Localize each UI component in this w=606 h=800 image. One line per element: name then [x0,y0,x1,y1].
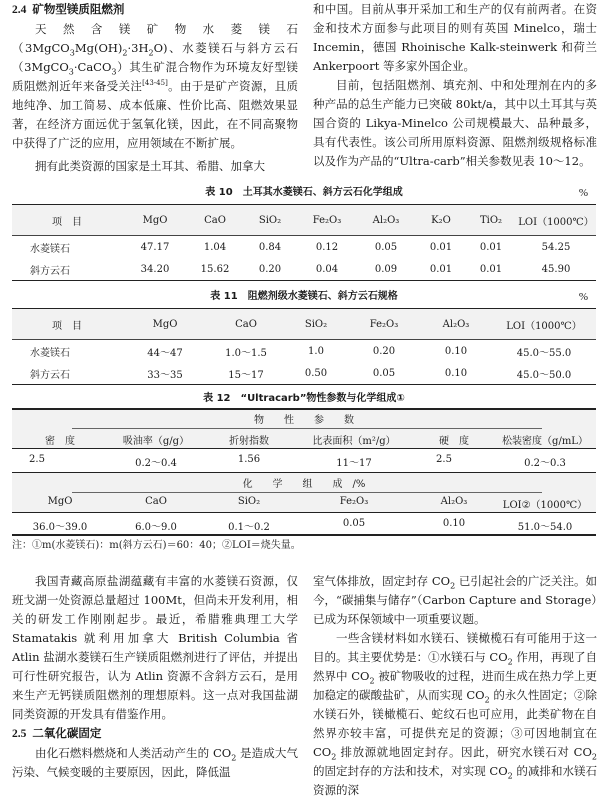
table-cell: 0.05 [342,518,366,529]
column-header: Al₂O₃ [420,309,492,340]
column-header: Fe₂O₃ [339,496,369,507]
table-cell: 0.2～0.4 [135,458,177,469]
paragraph: 和中国。目前从事开采加工和生产的仅有前两者。在资金和技术方面参与此项目的则有英国 Minelco，瑞士 Incemin，德国 Rhoinische Kalk-steinwerk 和荷兰 Ankerpoort 等多家外国企业。 [313,2,597,73]
column-header: LOI（1000℃） [516,205,596,236]
table-10 [12,204,596,281]
paragraph: 天然含镁矿物水菱镁石$(3MgCO_3Mg(OH)_2\cdot 3H_2O)$、水菱镁石与斜方云石（3MgCO$_3$·CaCO$_3$）其生矿混合物作为环境友好型镁质阻燃剂近年来备受关注[43-45]。由于是矿产资源，且质地纯净、加工简易、成本低廉、性价比高、阻燃效果显著，在经济方面远优于氢氧化镁，因此，在不同高聚物中获得了广泛的应用，应用领域在不断扩展。 [12,22,298,150]
right-column-top [313,0,597,171]
table-row: 斜方云石 33～35 15～17 0.50 0.05 0.10 45.0～50.0 [12,362,596,385]
column-header: 硬 度 [439,436,469,447]
table-cell: 2.5 [436,454,452,465]
table-10-caption: 表 10 土耳其水菱镁石、斜方云石化学组成 % [205,187,588,199]
paragraph: 拥有此类资源的国家是土耳其、希腊、加拿大 [35,159,265,173]
table-cell: 1.56 [237,454,261,465]
table-unit: % [578,187,588,199]
column-header: 项 目 [12,205,122,236]
column-header: Fe₂O₃ [298,205,356,236]
table-12 [12,408,596,532]
table-header-row [12,309,596,340]
column-header: 松装密度（g/mL） [502,436,588,447]
table-unit: % [578,291,588,303]
column-header: Al₂O₃ [356,205,416,236]
table-11 [12,308,596,385]
table-note: 注：①m(水菱镁石)：m(斜方云石)＝60：40；②LOI＝烧失量。 [12,540,301,551]
column-header: LOI②（1000℃） [502,500,588,511]
column-header: CaO [208,309,284,340]
column-header: 项 目 [12,309,122,340]
table-row: 水菱镁石 44～47 1.0～1.5 1.0 0.20 0.10 45.0～55.0 [30,345,572,359]
column-header: MgO [122,309,208,340]
group-header: 化 学 组 成 /% [242,479,366,490]
column-header: MgO [122,205,188,236]
citation: [43-45] [142,79,168,88]
column-header: SiO₂ [242,205,298,236]
table-cell: 36.0～39.0 [32,522,88,533]
group-header: 物 性 参 数 [254,415,354,426]
table-cell: 2.5 [29,454,45,465]
paragraph: 我国青藏高原盐湖蕴藏有丰富的水菱镁石资源，仅班戈湖一处资源总量超过 100Mt，但尚未开发利用，相关的研发工作刚刚起步。最近，希腊雅典理工大学 Stamatakis 就利用加拿大 British Columbia 省 Atlin 盐湖水菱镁石生产镁质阻燃剂进行了评估，并提出可行性研究报告，认为 Atlin 资源不含斜方云石，是用来生产无钙镁质阻燃剂的理想原料。这一点对我国盐湖同类资源的开发具有借鉴作用。 [12,574,298,721]
column-header: SiO₂ [284,309,348,340]
table-12-caption: 表 12 “Ultracarb”物性参数与化学组成① [203,393,405,404]
column-header: SiO₂ [237,496,261,507]
column-header: LOI（1000℃） [492,309,596,340]
section-heading-2-4: 2.4 矿物型镁质阻燃剂 [12,2,125,16]
table-cell: 11～17 [336,458,372,469]
column-header: CaO [188,205,242,236]
paragraph: 一些含镁材料如水镁石、镁橄榄石有可能用于这一目的。其主要优势是：①水镁石与 $CO_2$ 作用，再现了自然界中 $CO_2$ 被矿物吸收的过程，进而生成在热力学上更加稳定的碳酸盐矿，从而实现 $CO_2$ 的永久性固定；②除水镁石外，镁橄榄石、蛇纹石也可应用，此类矿物在自然界亦较丰富，可提供充足的资源；③可因地制宜在 $CO_2$ 排放源就地固定封存。因此，研究水镁石对 $CO_2$ 的固定封存的方法和技术，对实现 $CO_2$ 的减排和水镁石资源的深 [313,631,597,797]
column-header: 折射指数 [229,436,269,447]
table-cell: 0.10 [442,518,466,529]
column-header: 吸油率（g/g） [122,436,190,447]
section-heading-2-5: 2.5 二氧化碳固定 [12,726,102,740]
paragraph: 由化石燃料燃烧和人类活动产生的 $CO_2$ 是造成大气污染、气候变暖的主要原因，因此，降低温 [12,746,298,779]
table-11-caption: 表 11 阻燃剂级水菱镁石、斜方云石规格 % [210,291,588,303]
column-header: Al₂O₃ [440,496,468,507]
table-cell: 51.0～54.0 [517,522,573,533]
right-column-bottom [313,572,597,800]
table-row: 水菱镁石 47.17 1.04 0.84 0.12 0.05 0.01 0.01 54.25 [30,241,571,255]
column-header: 密 度 [45,436,75,447]
left-column-top [12,0,298,176]
paragraph: 室气体排放，固定封存 $CO_2$ 已引起社会的广泛关注。如今，“碳捕集与储存”（Carbon Capture and Storage）已成为环保领域中一项重要议题。 [313,574,597,626]
table-cell: 6.0～9.0 [135,522,177,533]
column-header: 比表面积（m²/g） [312,436,396,447]
paragraph: 目前，包括阻燃剂、填充剂、中和处理剂在内的多种产品的总生产能力已突破 80kt/a，其中以土耳其与英国合资的 Likya-Minelco 公司规模最大、品种最多，具有代表性。该公司所用原料资源、阻燃剂级规格标准以及作为产品的“Ultra-carb”相关参数见表 10～12。 [313,78,597,168]
left-column-bottom [12,572,298,782]
column-header: CaO [145,496,167,507]
table-cell: 0.2～0.3 [524,458,566,469]
table-header-row [12,205,596,236]
table-cell: 0.1～0.2 [228,522,270,533]
column-header: K₂O [416,205,466,236]
table-row: 斜方云石 34.20 15.62 0.20 0.04 0.09 0.01 0.01 45.90 [12,258,596,281]
column-header: Fe₂O₃ [348,309,420,340]
column-header: TiO₂ [466,205,516,236]
column-header: MgO [47,496,73,507]
